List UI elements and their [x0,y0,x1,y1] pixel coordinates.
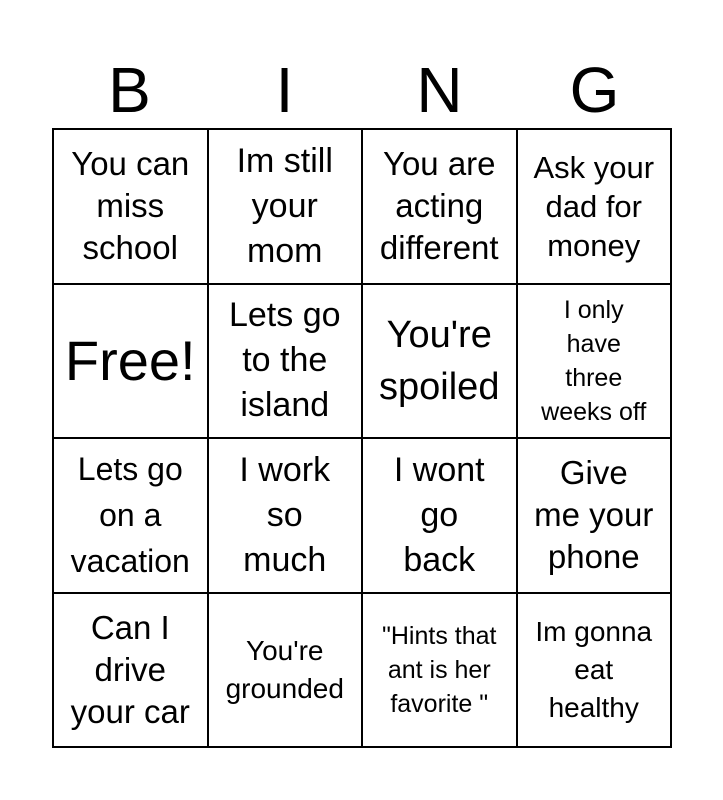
header-letter-b: B [108,54,151,126]
bingo-cell-text: I work so much [239,450,331,579]
bingo-cell-text: Lets go to the island [228,296,341,425]
bingo-cell[interactable] [517,129,672,284]
bingo-cell[interactable] [517,284,672,439]
bingo-cell[interactable] [517,593,672,748]
header-letter-i: I [275,54,294,126]
bingo-cell-text: You can miss school [71,145,190,267]
bingo-cell[interactable] [53,593,208,748]
bingo-cell-text: I wont go back [393,450,485,579]
bingo-cell-text: You're grounded [225,634,344,704]
bingo-cell-text: Can I drive your car [70,608,190,730]
bingo-cell-text: You're spoiled [379,313,500,408]
bingo-cell[interactable] [362,284,517,439]
bingo-cell[interactable] [53,438,208,593]
bingo-cell-text: Ask your dad for money [533,149,655,263]
bingo-cell-text: Lets go on a vacation [70,451,190,580]
bingo-cell-text: Free! [64,328,196,392]
bingo-header [52,52,672,128]
bingo-cell[interactable] [208,438,363,593]
bingo-cell-text: Give me your phone [534,454,654,576]
bingo-cell-free[interactable] [53,284,208,439]
bingo-cell[interactable] [53,129,208,284]
bingo-cell[interactable] [208,593,363,748]
bingo-cell-text: Im still your mom [236,141,333,270]
bingo-cell[interactable] [208,129,363,284]
header-letter-n: N [416,54,463,126]
header-letter-g: G [569,54,620,126]
bingo-cell[interactable] [517,438,672,593]
bingo-cell-text: Im gonna eat healthy [535,615,653,723]
bingo-cell-text: You are acting different [379,145,499,267]
bingo-cell[interactable] [208,284,363,439]
bingo-card-grid [52,128,672,748]
bingo-cell-text: "Hints that ant is her favorite " [382,621,497,718]
bingo-cell[interactable] [362,438,517,593]
bingo-cell[interactable] [362,593,517,748]
bingo-cell-text: I only have three weeks off [541,295,647,426]
bingo-cell[interactable] [362,129,517,284]
